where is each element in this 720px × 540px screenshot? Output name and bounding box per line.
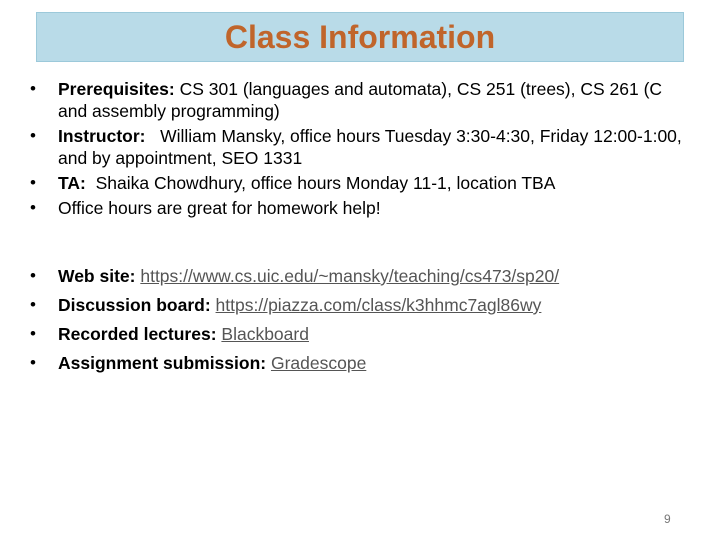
discussion-link[interactable]: https://piazza.com/class/k3hhmc7agl86wy xyxy=(215,295,542,315)
instructor-label: Instructor: xyxy=(58,126,146,146)
bullet-icon: • xyxy=(30,324,36,343)
page-number: 9 xyxy=(664,512,671,526)
ta-item xyxy=(30,172,690,194)
bullet-icon: • xyxy=(30,198,36,217)
ta-text: Shaika Chowdhury, office hours Monday 11-1, location TBA xyxy=(85,173,556,193)
prerequisites-item xyxy=(30,78,690,122)
website-link[interactable]: https://www.cs.uic.edu/~mansky/teaching/cs473/sp20/ xyxy=(140,266,560,286)
lectures-label: Recorded lectures: xyxy=(58,324,217,344)
discussion-label: Discussion board: xyxy=(58,295,211,315)
submission-item xyxy=(30,352,690,374)
bullet-icon: • xyxy=(30,79,36,98)
bullet-icon: • xyxy=(30,173,36,192)
bullet-icon: • xyxy=(30,126,36,145)
instructor-text: William Mansky, office hours Tuesday 3:30-4:30, Friday 12:00-1:00, and by appointment, SEO 1331 xyxy=(58,126,687,168)
website-label: Web site: xyxy=(58,266,136,286)
submission-label: Assignment submission: xyxy=(58,353,267,373)
course-info-list xyxy=(30,78,690,222)
discussion-item xyxy=(30,294,690,316)
office-hours-note: Office hours are great for homework help! xyxy=(58,198,381,218)
instructor-item xyxy=(30,125,690,169)
prerequisites-text: CS 301 (languages and automata), CS 251 (trees), CS 261 (C and assembly programming) xyxy=(58,79,663,121)
bullet-icon: • xyxy=(30,266,36,285)
lectures-item xyxy=(30,323,690,345)
prerequisites-label: Prerequisites: xyxy=(58,79,175,99)
lectures-link[interactable]: Blackboard xyxy=(221,324,309,344)
bullet-icon: • xyxy=(30,295,36,314)
bullet-icon: • xyxy=(30,353,36,372)
website-item xyxy=(30,265,690,287)
office-hours-note-item xyxy=(30,197,690,219)
title-banner xyxy=(36,12,684,62)
resources-list xyxy=(30,265,690,381)
ta-label: TA: xyxy=(58,173,86,193)
submission-link[interactable]: Gradescope xyxy=(270,353,367,373)
slide-title: Class Information xyxy=(224,18,496,55)
